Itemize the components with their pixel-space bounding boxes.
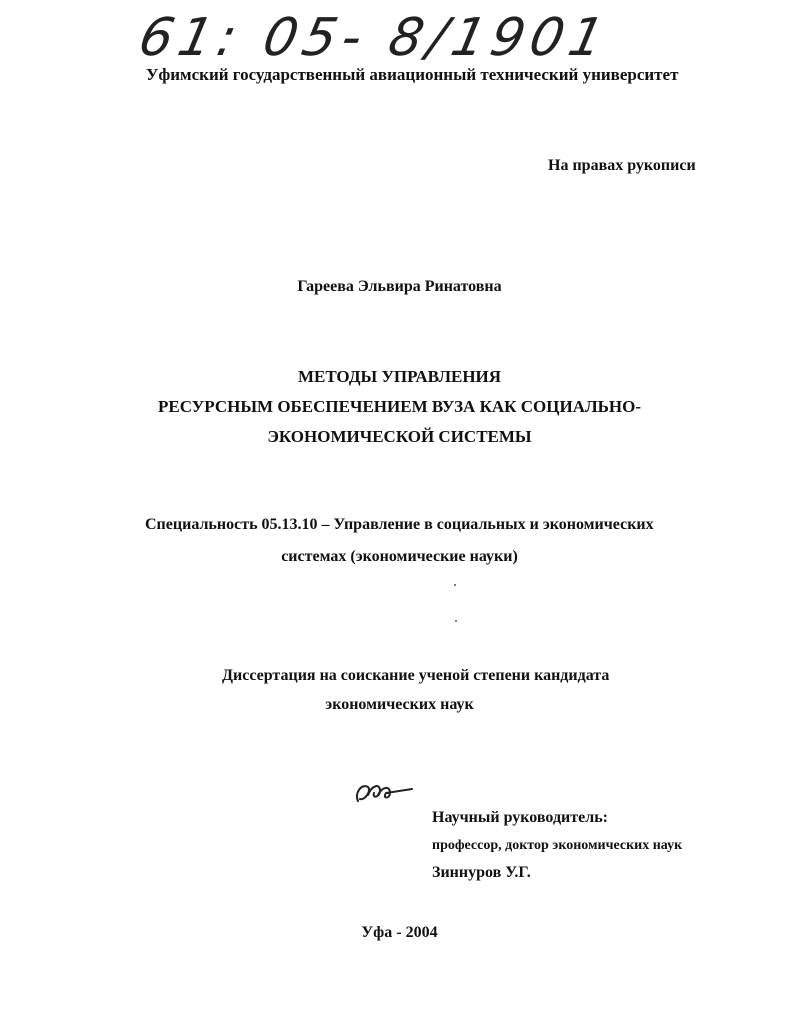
specialty-line-1: Специальность 05.13.10 – Управление в социальных и экономических xyxy=(145,516,654,533)
archive-number-handwritten: 61: 05- 8/1901 xyxy=(133,8,616,68)
supervisor-label: Научный руководитель: xyxy=(432,809,608,826)
city-year: Уфа - 2004 xyxy=(361,924,438,941)
scan-speck xyxy=(455,620,457,622)
supervisor-title: профессор, доктор экономических наук xyxy=(432,838,683,853)
signature-scribble xyxy=(352,775,416,809)
university-name: Уфимский государственный авиационный технический университет xyxy=(146,65,679,84)
author-name: Гареева Эльвира Ринатовна xyxy=(297,278,502,295)
dissertation-line-1: Диссертация на соискание ученой степени кандидата xyxy=(222,667,610,684)
dissertation-line-2: экономических наук xyxy=(325,696,474,713)
title-line-1: МЕТОДЫ УПРАВЛЕНИЯ xyxy=(297,367,502,386)
rights-note: На правах рукописи xyxy=(548,157,696,174)
supervisor-name: Зиннуров У.Г. xyxy=(432,864,531,881)
title-line-3: ЭКОНОМИЧЕСКОЙ СИСТЕМЫ xyxy=(267,427,532,446)
scan-speck xyxy=(454,584,456,586)
specialty-line-2: системах (экономические науки) xyxy=(281,548,518,565)
title-line-2: РЕСУРСНЫМ ОБЕСПЕЧЕНИЕМ ВУЗА КАК СОЦИАЛЬНО- xyxy=(158,397,641,416)
